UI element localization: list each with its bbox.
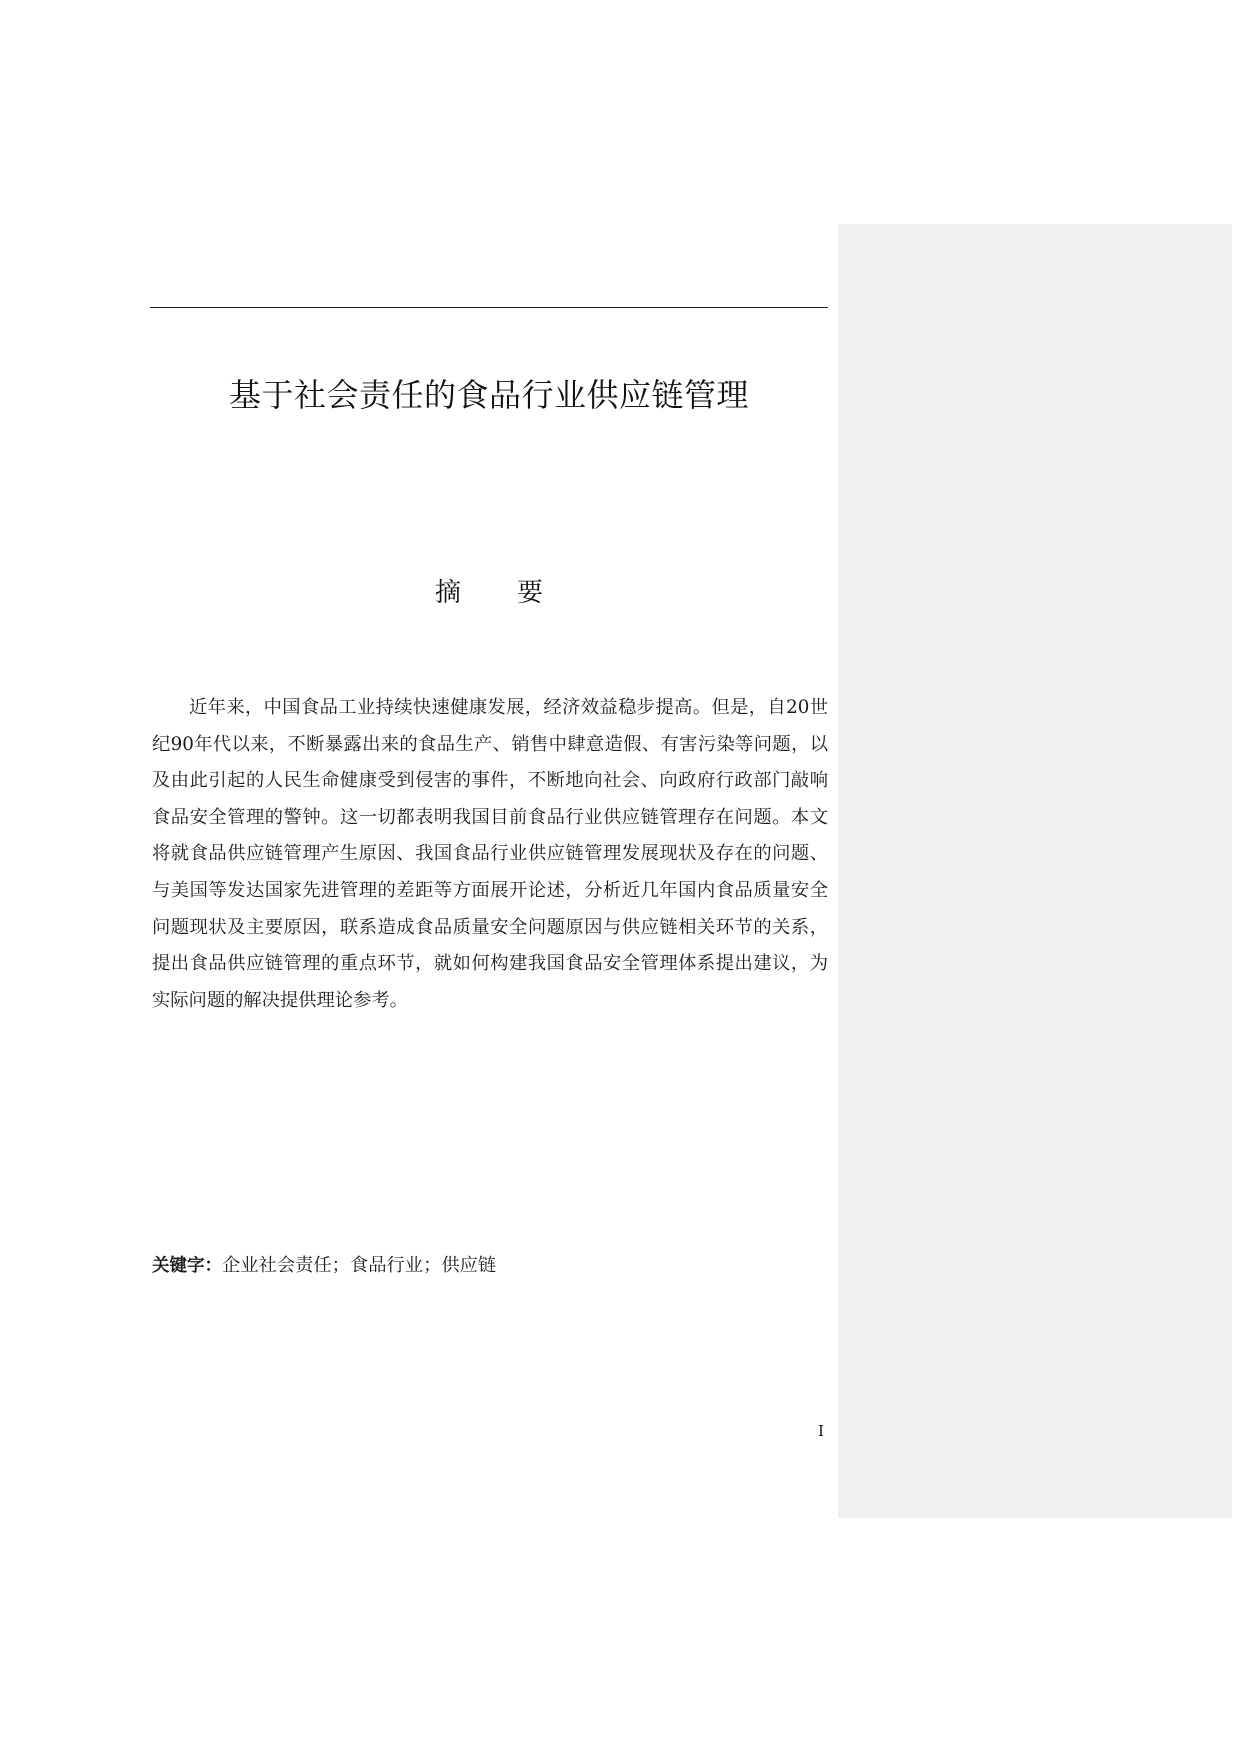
abstract-heading-part1: 摘 [434, 578, 461, 608]
comment-pane [838, 224, 1232, 1518]
header-rule [150, 307, 828, 308]
abstract-heading [150, 572, 828, 609]
abstract-heading-part2: 要 [517, 578, 544, 608]
keywords-line [152, 1252, 828, 1280]
abstract-body: 近年来，中国食品工业持续快速健康发展，经济效益稳步提高。但是，自20世纪90年代以来，不断暴露出来的食品生产、销售中肆意造假、有害污染等问题，以及由此引起的人民生命健康受到侵害的事件，不断地向社会、向政府行政部门敲响食品安全管理的警钟。这一切都表明我国目前食品行业供应链管理存在问题。本文将就食品供应链管理产生原因、我国食品行业供应链管理发展现状及存在的问题、与美国等发达国家先进管理的差距等方面展开论述，分析近几年国内食品质量安全问题现状及主要原因，联系造成食品质量安全问题原因与供应链相关环节的关系，提出食品供应链管理的重点环节，就如何构建我国食品安全管理体系提出建议，为实际问题的解决提供理论参考。 [152, 697, 828, 1011]
page-number: I [818, 1422, 824, 1440]
keywords-label: 关键字： [152, 1256, 222, 1276]
document-title: 基于社会责任的食品行业供应链管理 [228, 376, 749, 414]
keywords-value: 企业社会责任；食品行业；供应链 [222, 1255, 497, 1276]
